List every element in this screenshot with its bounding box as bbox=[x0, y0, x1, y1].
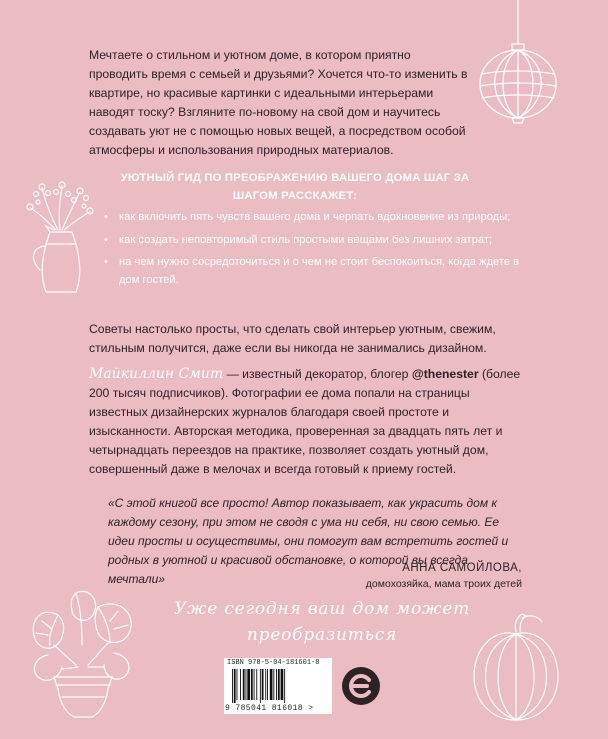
isbn-label: ISBN 978-5-04-181601-8 bbox=[227, 659, 320, 667]
guide-list bbox=[104, 209, 524, 294]
review-quote: «С этой книгой все просто! Автор показывает, как украсить дом к каждому сезону, при этом не сводя с ума ни себя, ни свою семью. Ее идеи просты и осуществимы, они помогут вам встретить гостей и родных в уютной и красивой обстановке, о которой вы всегда мечтали» bbox=[108, 496, 509, 586]
publisher-logo-icon bbox=[340, 665, 382, 707]
barcode-digits: 9 785041 816018 > bbox=[225, 704, 314, 713]
author-handle: @thenester bbox=[411, 367, 479, 381]
guide-heading: УЮТНЫЙ ГИД ПО ПРЕОБРАЖЕНИЮ ВАШЕГО ДОМА ШАГ ЗА ШАГОМ РАССКАЖЕТ: bbox=[120, 172, 470, 202]
pendant-lamp-icon bbox=[468, 0, 568, 130]
tips-paragraph: Советы настолько просты, что сделать свой интерьер уютным, свежим, стильным получится, даже если вы никогда не занимались дизайном. bbox=[89, 322, 496, 355]
review-author: АННА САМОЙЛОВА, bbox=[402, 562, 522, 574]
flower-jug-icon bbox=[20, 180, 100, 300]
list-item: • как создать неповторимый стиль простыми вещами без лишних затрат; bbox=[104, 232, 524, 250]
author-signature: Майкиллин Смит bbox=[89, 366, 224, 382]
author-bio: (более 200 тысяч подписчиков). Фотографии ее дома попали на страницы известных дизайнерских журналов благодаря своей простоте и изысканности. Авторская методика, проверенная за двадцать пять лет и четырнадцать переездов на практике, позволяет создать уютный дом, совершенный даже в мелочах и всегда готовый к приему гостей. bbox=[89, 367, 521, 476]
slogan: Уже сегодня ваш дом может преобразиться bbox=[174, 599, 470, 645]
author-intro: — известный декоратор, блогер bbox=[223, 367, 412, 381]
intro-paragraph: Мечтаете о стильном и уютном доме, в котором приятно проводить время с семьей и друзьями? Хочется что-то изменить в квартире, но красивые картинки с идеальными интерьерами наводят тоску? Взгляните по-новому на свой дом и научитесь создавать уют не с помощью новых вещей, а посредством особой атмосферы и использования природных материалов. bbox=[89, 48, 468, 157]
potted-plant-icon bbox=[18, 585, 148, 725]
barcode-bars bbox=[232, 669, 324, 703]
list-item: • как включить пять чувств вашего дома и черпать вдохновение из природы; bbox=[104, 209, 524, 227]
review-author-role: домохозяйка, мама троих детей bbox=[365, 578, 522, 590]
author-paragraph bbox=[89, 365, 524, 479]
barcode bbox=[224, 658, 332, 714]
list-item: • на чем нужно сосредоточиться и о чем не стоит беспокоиться, когда ждете в дом гостей. bbox=[104, 254, 524, 289]
